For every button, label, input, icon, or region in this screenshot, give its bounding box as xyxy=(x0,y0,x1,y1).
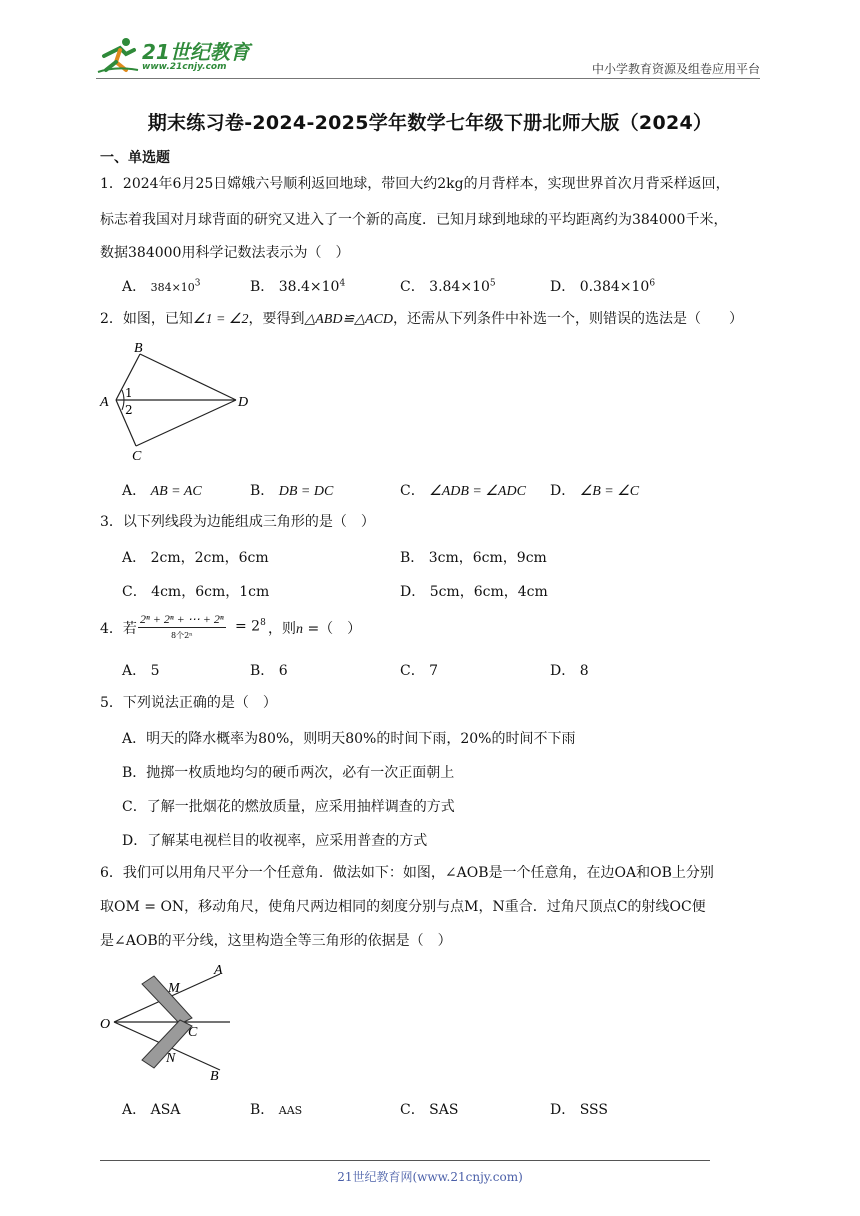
q4-fraction xyxy=(138,612,226,641)
fig-label-m: M xyxy=(168,981,180,996)
fig-label-c: C xyxy=(132,449,142,464)
fig-label-b: B xyxy=(134,341,143,356)
q6-option-b[interactable] xyxy=(250,1099,302,1119)
q2-option-c[interactable] xyxy=(400,480,526,500)
option-label: D． xyxy=(550,1102,576,1118)
q4-option-b[interactable] xyxy=(250,660,288,680)
platform-text: 中小学教育资源及组卷应用平台 xyxy=(591,62,760,76)
option-value: 抛掷一枚质地均匀的硬币两次，必有一次正面朝上 xyxy=(146,765,455,781)
option-label: D． xyxy=(400,584,426,600)
option-exponent: 3 xyxy=(194,278,201,289)
option-label: B． xyxy=(250,279,275,295)
option-label: B． xyxy=(122,765,147,781)
q4-option-d[interactable] xyxy=(550,660,589,680)
option-value: 2cm，2cm，6cm xyxy=(150,550,269,566)
logo-main-text: 21世纪教育 xyxy=(142,40,250,64)
q4-variable: n xyxy=(296,622,303,637)
q4-post-text: ，则 xyxy=(268,621,296,637)
q4-underbrace-label: 8个2ⁿ xyxy=(171,631,193,640)
q5-stem: 5．下列说法正确的是（ ） xyxy=(100,695,277,711)
q1-option-c[interactable] xyxy=(400,276,496,296)
option-value: 5 xyxy=(150,663,160,679)
option-label: D． xyxy=(550,483,576,499)
fig-angle-2: 2 xyxy=(125,403,133,417)
q6-stem-line2: 取OM = ON，移动角尺，使角尺两边相同的刻度分别与点M，N重合．过角尺顶点C的射线OC便 xyxy=(100,899,706,915)
q2-triangle-figure xyxy=(96,336,266,466)
option-label: A． xyxy=(122,1102,147,1118)
q1-stem-line3: 数据384000用科学记数法表示为（ ） xyxy=(100,245,350,261)
q2-stem-post: ，还需从下列条件中补选一个，则错误的选法是（ ） xyxy=(392,311,743,327)
q6-stem-line1: 6．我们可以用角尺平分一个任意角．做法如下：如图，∠AOB是一个任意角，在边OA和OB上分别 xyxy=(100,865,714,881)
option-label: C． xyxy=(122,584,147,600)
q2-stem-mid: ，要得到 xyxy=(248,311,305,327)
option-label: D． xyxy=(122,833,148,849)
q6-stem-line3: 是∠AOB的平分线，这里构造全等三角形的依据是（ ） xyxy=(100,933,452,949)
q5-option-c[interactable] xyxy=(122,796,455,816)
q4-option-c[interactable] xyxy=(400,660,438,680)
option-value: AAS xyxy=(278,1104,303,1117)
fig-label-a: A xyxy=(214,963,223,978)
q5-option-d[interactable] xyxy=(122,830,427,850)
fig-label-o: O xyxy=(100,1017,111,1032)
option-exponent: 4 xyxy=(339,278,346,289)
header-divider xyxy=(96,78,760,79)
option-value: 明天的降水概率为80%，则明天80%的时间下雨，20%的时间不下雨 xyxy=(146,731,576,747)
q5-option-b[interactable] xyxy=(122,762,454,782)
option-exponent: 6 xyxy=(649,278,656,289)
q4-stem-pre: 4．若 xyxy=(100,621,137,637)
option-label: C． xyxy=(400,483,425,499)
q1-option-a[interactable] xyxy=(122,276,201,296)
option-label: A． xyxy=(122,483,147,499)
option-label: C． xyxy=(122,799,147,815)
q6-option-a[interactable] xyxy=(122,1099,180,1119)
q6-option-d[interactable] xyxy=(550,1099,608,1119)
option-exponent: 5 xyxy=(489,278,496,289)
runner-logo-icon xyxy=(96,36,140,76)
option-label: B． xyxy=(400,550,425,566)
fig-label-b: B xyxy=(210,1069,219,1084)
q2-angle-equality: ∠1 = ∠2 xyxy=(192,312,249,327)
q3-stem: 3．以下列线段为边能组成三角形的是（ ） xyxy=(100,514,375,530)
fig-label-d: D xyxy=(238,395,249,410)
q4-stem-post xyxy=(268,620,361,639)
q6-option-c[interactable] xyxy=(400,1099,458,1119)
footer-divider xyxy=(100,1160,710,1161)
option-label: B． xyxy=(250,663,275,679)
q2-stem xyxy=(100,310,743,329)
option-value: 384×10 xyxy=(150,281,195,294)
option-label: D． xyxy=(550,279,576,295)
option-value: 3.84×10 xyxy=(429,279,490,295)
option-label: C． xyxy=(400,663,425,679)
q2-stem-pre: 2．如图，已知 xyxy=(100,311,193,327)
option-value: 0.384×10 xyxy=(579,279,650,295)
q3-option-c[interactable] xyxy=(122,581,269,601)
q2-option-d[interactable] xyxy=(550,480,639,500)
q4-numerator: 2ⁿ + 2ⁿ + ⋯ + 2ⁿ xyxy=(140,612,224,626)
option-value: 了解一批烟花的燃放质量，应采用抽样调查的方式 xyxy=(146,799,455,815)
option-value: 4cm，6cm，1cm xyxy=(151,584,270,600)
section-heading: 一、单选题 xyxy=(100,150,170,166)
option-value: 3cm，6cm，9cm xyxy=(428,550,547,566)
option-label: B． xyxy=(250,1102,275,1118)
option-label: C． xyxy=(400,279,425,295)
option-value: 7 xyxy=(429,663,439,679)
q2-congruence: △ABD≌△ACD xyxy=(304,312,393,327)
q4-rhs xyxy=(235,614,266,636)
q5-option-a[interactable] xyxy=(122,728,575,748)
site-logo xyxy=(96,34,266,78)
option-value: ∠ADB = ∠ADC xyxy=(429,484,526,499)
q4-rhs-exponent: 8 xyxy=(260,618,266,628)
q1-option-b[interactable] xyxy=(250,276,345,296)
option-value: SSS xyxy=(579,1102,608,1118)
option-value: AB = AC xyxy=(150,484,202,499)
logo-url-text: www.21cnjy.com xyxy=(142,62,227,72)
option-value: SAS xyxy=(429,1102,459,1118)
option-label: A． xyxy=(122,279,147,295)
fig-label-n: N xyxy=(166,1051,176,1066)
option-value: 8 xyxy=(579,663,589,679)
option-value: 38.4×10 xyxy=(278,279,340,295)
option-value: 了解某电视栏目的收视率，应采用普查的方式 xyxy=(147,833,428,849)
q6-angle-ruler-figure xyxy=(96,960,246,1088)
q4-rhs-base: = 2 xyxy=(235,618,261,635)
fig-angle-1: 1 xyxy=(125,386,133,400)
q1-stem-line1: 1．2024年6月25日嫦娥六号顺利返回地球，带回大约2kg的月背样本，实现世界首次月背采样返回， xyxy=(100,176,730,192)
fig-label-a: A xyxy=(100,395,109,410)
q4-option-a[interactable] xyxy=(122,660,160,680)
page-title: 期末练习卷-2024-2025学年数学七年级下册北师大版（2024） xyxy=(147,112,713,134)
fig-label-c: C xyxy=(188,1025,198,1040)
q1-option-d[interactable] xyxy=(550,276,655,296)
option-label: D． xyxy=(550,663,576,679)
q2-option-a[interactable] xyxy=(122,480,202,500)
option-value: ∠B = ∠C xyxy=(579,484,640,499)
option-label: A． xyxy=(122,550,147,566)
option-value: ASA xyxy=(150,1102,181,1118)
option-label: C． xyxy=(400,1102,425,1118)
option-label: A． xyxy=(122,663,147,679)
q3-option-b[interactable] xyxy=(400,547,547,567)
q4-tail-text: =（ ） xyxy=(303,621,362,637)
q3-option-a[interactable] xyxy=(122,547,269,567)
q1-stem-line2: 标志着我国对月球背面的研究又进入了一个新的高度．已知月球到地球的平均距离约为384000千米， xyxy=(100,212,728,228)
option-value: 6 xyxy=(278,663,288,679)
q3-option-d[interactable] xyxy=(400,581,548,601)
option-label: B． xyxy=(250,483,275,499)
footer-link[interactable]: 21世纪教育网(www.21cnjy.com) xyxy=(337,1170,523,1184)
option-label: A． xyxy=(122,731,147,747)
q2-option-b[interactable] xyxy=(250,480,333,500)
option-value: 5cm，6cm，4cm xyxy=(429,584,548,600)
option-value: DB = DC xyxy=(278,484,334,499)
